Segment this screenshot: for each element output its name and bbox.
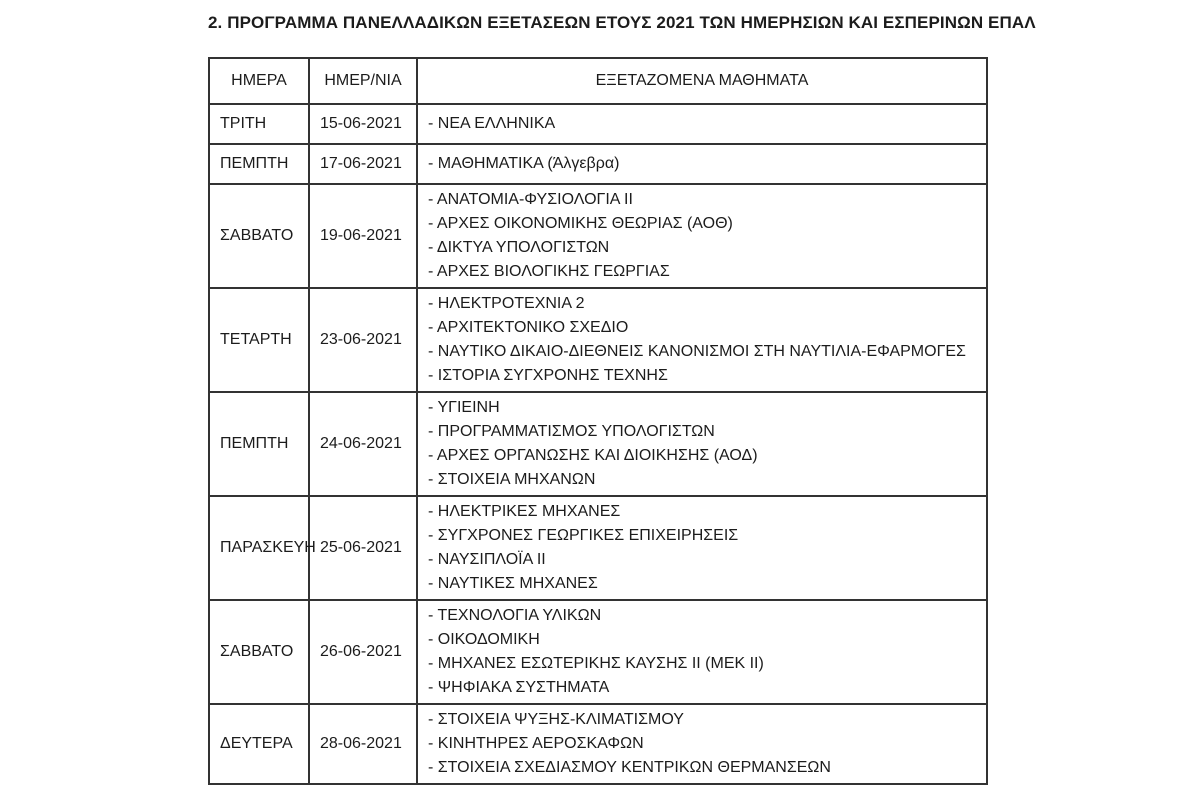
table-row (209, 704, 987, 784)
subject-text: ΟΙΚΟΔΟΜΙΚΗ (437, 631, 540, 648)
date-cell: 24-06-2021 (309, 392, 417, 496)
subject-line (428, 260, 976, 284)
bullet-dash: - (428, 367, 438, 384)
bullet-dash: - (428, 239, 437, 256)
day-cell: ΣΑΒΒΑΤΟ (209, 600, 309, 704)
subject-text: ΣΤΟΙΧΕΙΑ ΨΥΞΗΣ-ΚΛΙΜΑΤΙΣΜΟΥ (437, 711, 684, 728)
subject-text: ΣΤΟΙΧΕΙΑ ΜΗΧΑΝΩΝ (437, 471, 596, 488)
subject-line (428, 396, 976, 420)
subject-text: ΑΡΧΕΣ ΟΙΚΟΝΟΜΙΚΗΣ ΘΕΩΡΙΑΣ (ΑΟΘ) (436, 215, 733, 232)
subjects-cell (417, 392, 987, 496)
date-cell: 15-06-2021 (309, 104, 417, 144)
date-cell: 23-06-2021 (309, 288, 417, 392)
subject-line (428, 236, 976, 260)
date-cell: 26-06-2021 (309, 600, 417, 704)
subject-text: ΑΡΧΙΤΕΚΤΟΝΙΚΟ ΣΧΕΔΙΟ (436, 319, 629, 336)
subject-line (428, 188, 976, 212)
bullet-dash: - (428, 679, 438, 696)
day-cell: ΤΡΙΤΗ (209, 104, 309, 144)
subject-text: ΗΛΕΚΤΡΟΤΕΧΝΙΑ 2 (437, 295, 585, 312)
subject-text: ΝΕΑ ΕΛΛΗΝΙΚΑ (437, 115, 556, 132)
subjects-cell (417, 600, 987, 704)
column-header-subjects: ΕΞΕΤΑΖΟΜΕΝΑ ΜΑΘΗΜΑΤΑ (417, 58, 987, 104)
table-row (209, 392, 987, 496)
table-row (209, 600, 987, 704)
table-row (209, 184, 987, 288)
day-cell: ΣΑΒΒΑΤΟ (209, 184, 309, 288)
bullet-dash: - (428, 503, 438, 520)
subject-text: ΑΡΧΕΣ ΒΙΟΛΟΓΙΚΗΣ ΓΕΩΡΓΙΑΣ (436, 263, 670, 280)
subjects-cell (417, 496, 987, 600)
bullet-dash: - (428, 343, 438, 360)
subject-line (428, 112, 976, 136)
subject-line (428, 340, 976, 364)
date-cell: 17-06-2021 (309, 144, 417, 184)
subject-text: ΨΗΦΙΑΚΑ ΣΥΣΤΗΜΑΤΑ (437, 679, 610, 696)
table-row (209, 144, 987, 184)
subject-text: ΚΙΝΗΤΗΡΕΣ ΑΕΡΟΣΚΑΦΩΝ (437, 735, 644, 752)
bullet-dash: - (428, 115, 438, 132)
subject-line (428, 524, 976, 548)
bullet-dash: - (428, 215, 437, 232)
subject-text: ΑΡΧΕΣ ΟΡΓΑΝΩΣΗΣ ΚΑΙ ΔΙΟΙΚΗΣΗΣ (ΑΟΔ) (436, 447, 758, 464)
bullet-dash: - (428, 735, 438, 752)
subject-line (428, 444, 976, 468)
subject-line (428, 676, 976, 700)
date-cell: 19-06-2021 (309, 184, 417, 288)
subject-text: ΙΣΤΟΡΙΑ ΣΥΓΧΡΟΝΗΣ ΤΕΧΝΗΣ (437, 367, 668, 384)
subjects-cell (417, 184, 987, 288)
subject-line (428, 756, 976, 780)
subject-line (428, 316, 976, 340)
bullet-dash: - (428, 295, 438, 312)
subject-text: ΔΙΚΤΥΑ ΥΠΟΛΟΓΙΣΤΩΝ (436, 239, 610, 256)
exam-schedule-table (208, 57, 988, 785)
subject-line (428, 732, 976, 756)
subject-text: ΣΤΟΙΧΕΙΑ ΣΧΕΔΙΑΣΜΟΥ ΚΕΝΤΡΙΚΩΝ ΘΕΡΜΑΝΣΕΩΝ (437, 759, 831, 776)
subject-line (428, 652, 976, 676)
subject-text: ΝΑΥΤΙΚΟ ΔΙΚΑΙΟ-ΔΙΕΘΝΕΙΣ ΚΑΝΟΝΙΣΜΟΙ ΣΤΗ ΝΑΥΤΙΛΙΑ-ΕΦΑΡΜΟΓΕΣ (437, 343, 966, 360)
bullet-dash: - (428, 471, 438, 488)
subject-line (428, 212, 976, 236)
day-cell: ΠΕΜΠΤΗ (209, 392, 309, 496)
subjects-cell (417, 104, 987, 144)
subject-line (428, 604, 976, 628)
subject-text: ΤΕΧΝΟΛΟΓΙΑ ΥΛΙΚΩΝ (437, 607, 602, 624)
subject-text: ΝΑΥΤΙΚΕΣ ΜΗΧΑΝΕΣ (437, 575, 598, 592)
table-row (209, 104, 987, 144)
subjects-cell (417, 144, 987, 184)
bullet-dash: - (428, 607, 438, 624)
column-header-date: ΗΜΕΡ/ΝΙΑ (309, 58, 417, 104)
subject-line (428, 152, 976, 176)
subject-line (428, 468, 976, 492)
header-row (209, 58, 987, 104)
date-cell: 28-06-2021 (309, 704, 417, 784)
subject-line (428, 364, 976, 388)
subject-text: ΜΗΧΑΝΕΣ ΕΣΩΤΕΡΙΚΗΣ ΚΑΥΣΗΣ ΙΙ (ΜΕΚ ΙΙ) (437, 655, 764, 672)
subject-text: ΥΓΙΕΙΝΗ (437, 399, 500, 416)
bullet-dash: - (428, 319, 437, 336)
bullet-dash: - (428, 551, 438, 568)
subjects-cell (417, 704, 987, 784)
bullet-dash: - (428, 447, 437, 464)
bullet-dash: - (428, 423, 438, 440)
bullet-dash: - (428, 527, 438, 544)
day-cell: ΠΑΡΑΣΚΕΥΗ (209, 496, 309, 600)
subject-line (428, 572, 976, 596)
bullet-dash: - (428, 399, 438, 416)
subject-text: ΠΡΟΓΡΑΜΜΑΤΙΣΜΟΣ ΥΠΟΛΟΓΙΣΤΩΝ (437, 423, 715, 440)
subject-text: ΝΑΥΣΙΠΛΟΪΑ ΙΙ (437, 551, 546, 568)
bullet-dash: - (428, 655, 438, 672)
page-title: 2. ΠΡΟΓΡΑΜΜΑ ΠΑΝΕΛΛΑΔΙΚΩΝ ΕΞΕΤΑΣΕΩΝ ΕΤΟΥΣ 2021 ΤΩΝ ΗΜΕΡΗΣΙΩΝ ΚΑΙ ΕΣΠΕΡΙΝΩΝ ΕΠΑΛ (208, 13, 1036, 32)
subject-text: ΑΝΑΤΟΜΙΑ-ΦΥΣΙΟΛΟΓΙΑ ΙΙ (436, 191, 633, 208)
subject-text: ΗΛΕΚΤΡΙΚΕΣ ΜΗΧΑΝΕΣ (437, 503, 621, 520)
bullet-dash: - (428, 575, 438, 592)
bullet-dash: - (428, 263, 437, 280)
table-row (209, 288, 987, 392)
column-header-day: ΗΜΕΡΑ (209, 58, 309, 104)
bullet-dash: - (428, 711, 438, 728)
subject-line (428, 420, 976, 444)
table-body (209, 104, 987, 784)
subjects-cell (417, 288, 987, 392)
day-cell: ΤΕΤΑΡΤΗ (209, 288, 309, 392)
subject-line (428, 628, 976, 652)
subject-text: ΜΑΘΗΜΑΤΙΚΑ (Άλγεβρα) (437, 155, 620, 172)
bullet-dash: - (428, 155, 438, 172)
date-cell: 25-06-2021 (309, 496, 417, 600)
subject-line (428, 548, 976, 572)
subject-line (428, 708, 976, 732)
table-row (209, 496, 987, 600)
bullet-dash: - (428, 191, 437, 208)
day-cell: ΠΕΜΠΤΗ (209, 144, 309, 184)
subject-text: ΣΥΓΧΡΟΝΕΣ ΓΕΩΡΓΙΚΕΣ ΕΠΙΧΕΙΡΗΣΕΙΣ (437, 527, 739, 544)
subject-line (428, 292, 976, 316)
day-cell: ΔΕΥΤΕΡΑ (209, 704, 309, 784)
bullet-dash: - (428, 759, 438, 776)
subject-line (428, 500, 976, 524)
bullet-dash: - (428, 631, 438, 648)
